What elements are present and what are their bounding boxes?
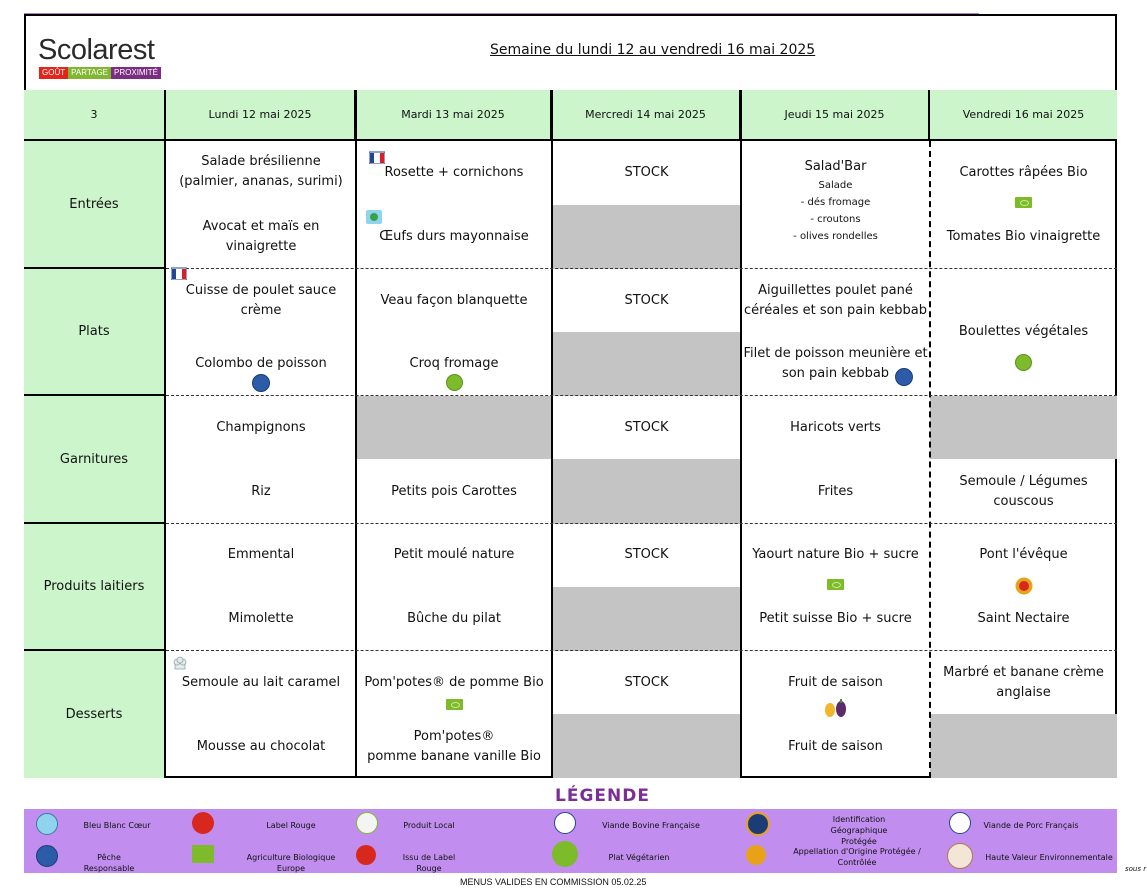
dish-cell (930, 544, 1117, 566)
salad-bar-title: Salad'Bar (804, 159, 867, 174)
dish-cell (356, 672, 552, 694)
empty-grey-cell (552, 459, 741, 524)
dish-cell (741, 544, 930, 566)
stock-cell (552, 162, 741, 184)
dish-cell (356, 544, 552, 566)
aop-icon (1015, 577, 1033, 595)
col-header-jeudi: Jeudi 15 mai 2025 (741, 90, 930, 141)
legend-box (24, 809, 1117, 873)
dish-name: Colombo de poisson (195, 356, 327, 371)
dish-cell (166, 608, 356, 630)
plat-vegetarien-icon (446, 374, 463, 391)
dish-cell (166, 481, 356, 503)
dish-cell (741, 481, 930, 503)
dish-cell (166, 544, 356, 566)
dish-cell (741, 608, 930, 630)
haute-valeur-environnementale-icon (947, 843, 973, 869)
empty-grey-cell (552, 714, 741, 778)
stock-cell (552, 544, 741, 566)
dish-name: Riz (251, 484, 271, 499)
col-header-vendredi: Vendredi 16 mai 2025 (930, 90, 1117, 141)
plat-vegetarien-icon (552, 841, 578, 867)
viande-porc-francais-icon (949, 812, 971, 834)
peche-responsable-icon (895, 368, 913, 386)
legend-label: Label Rouge (266, 821, 316, 830)
col-header-lundi: Lundi 12 mai 2025 (166, 90, 356, 141)
dish-name: Petits pois Carottes (391, 484, 517, 499)
dish-name: Bûche du pilat (407, 611, 501, 626)
legend-label: Viande de Porc Français (983, 821, 1079, 830)
empty-grey-cell (552, 332, 741, 396)
category-entrees: Entrées (24, 141, 166, 269)
salad-bar-item: - olives rondelles (793, 231, 878, 242)
dish-name: anglaise (996, 685, 1051, 700)
row-divider (166, 395, 1117, 396)
dish-name: Petit moulé nature (393, 547, 515, 562)
bleu-blanc-coeur-icon (366, 210, 382, 224)
legend-label: Haute Valeur Environnementale (985, 853, 1113, 862)
legend-label-line: Appellation d'Origine Protégée / (793, 847, 921, 856)
stock-cell (552, 417, 741, 439)
dish-name: Semoule au lait caramel (181, 675, 341, 690)
dish-cell (356, 353, 552, 375)
dish-cell (930, 662, 1117, 704)
logo-tag-partage: PARTAGE (68, 67, 111, 79)
dish-cell (741, 736, 930, 758)
legend-label: Viande Bovine Française (602, 821, 700, 830)
category-garnitures: Garnitures (24, 396, 166, 524)
legend-label: Agriculture Biologique Europe (246, 853, 336, 873)
stock-cell (552, 672, 741, 694)
category-desserts: Desserts (24, 651, 166, 778)
legend-label: Produit Local (403, 821, 455, 830)
scolarest-logo (38, 34, 178, 84)
dish-cell (166, 219, 356, 254)
dish-name: pomme banane vanille Bio (367, 749, 541, 764)
dish-cell (356, 481, 552, 503)
logo-tag-gout: GOÛT (39, 67, 68, 79)
dish-name: Tomates Bio vinaigrette (946, 229, 1101, 244)
dish-name: Veau façon blanquette (380, 293, 528, 308)
dish-cell (356, 226, 552, 248)
dish-cell (356, 162, 552, 184)
empty-grey-cell (552, 587, 741, 651)
page-title: Semaine du lundi 12 au vendredi 16 mai 2025 (490, 42, 816, 58)
stock-label: STOCK (624, 675, 669, 690)
logo-tag-proximite: PROXIMITÉ (111, 67, 161, 79)
legend-label: Bleu Blanc Cœur (83, 821, 151, 830)
dish-cell (166, 417, 356, 439)
dish-name: Pom'potes® de pomme Bio (364, 675, 544, 690)
legend-label: Issu de Label Rouge (402, 853, 456, 873)
dish-cell (166, 353, 356, 375)
dish-name: son pain kebbab (781, 366, 890, 381)
dish-name: Pont l'évêque (979, 547, 1068, 562)
label-icon-cell (166, 374, 356, 392)
dish-name: Œufs durs mayonnaise (379, 229, 529, 244)
dish-cell (930, 474, 1117, 509)
week-number-cell: 3 (24, 90, 166, 141)
salad-bar-item: Salade (818, 180, 853, 191)
dish-name: céréales et son pain kebbab (744, 303, 927, 318)
legend-title: LÉGENDE (555, 786, 650, 806)
dish-name: Marbré et banane crème (943, 665, 1104, 680)
dish-name: Filet de poisson meunière et (743, 346, 928, 361)
salad-bar-item: - croutons (810, 214, 861, 225)
dish-name: Haricots verts (790, 420, 881, 435)
dish-name: Carottes râpées Bio (959, 165, 1088, 180)
plat-vegetarien-icon (1015, 354, 1032, 371)
label-icon-cell (356, 373, 552, 391)
dish-name: Salade brésilienne (201, 154, 321, 169)
salad-bar-item: - dés fromage (800, 197, 871, 208)
dish-cell (930, 608, 1117, 630)
dish-name: Avocat et maïs en vinaigrette (202, 219, 320, 254)
dish-cell (166, 736, 356, 758)
label-icon-cell (930, 353, 1117, 371)
dish-name: Semoule / Légumes couscous (959, 474, 1088, 509)
organic-leaf-icon (446, 699, 463, 710)
igp-icon (746, 812, 770, 836)
stock-label: STOCK (624, 293, 669, 308)
label-icon-cell (930, 193, 1117, 211)
dish-name: Fruit de saison (788, 675, 883, 690)
dish-cell (930, 226, 1117, 248)
viande-bovine-francaise-icon (171, 266, 187, 280)
legend-label-line: Contrôlée (837, 858, 877, 867)
dish-name: Yaourt nature Bio + sucre (752, 547, 919, 562)
row-divider (166, 268, 1117, 269)
agriculture-biologique-icon (192, 845, 214, 863)
dish-cell (166, 150, 356, 194)
fruits-de-saison-icon (822, 698, 850, 718)
label-icon-cell (741, 697, 930, 719)
empty-grey-cell (930, 396, 1117, 459)
row-divider (166, 650, 1117, 651)
empty-grey-cell (356, 396, 552, 459)
dish-name: Champignons (216, 420, 306, 435)
label-icon-cell (741, 575, 930, 593)
legend-label: Plat Végétarien (608, 853, 670, 862)
legend-label-line: Protégée (841, 837, 877, 846)
dish-name: Cuisse de poulet sauce crème (185, 283, 337, 318)
dish-cell (930, 321, 1117, 343)
row-divider (166, 523, 1117, 524)
dish-name: Petit suisse Bio + sucre (759, 611, 912, 626)
stock-label: STOCK (624, 547, 669, 562)
stock-cell (552, 290, 741, 312)
viande-bovine-francaise-icon (554, 812, 576, 834)
col-header-mercredi: Mercredi 14 mai 2025 (552, 90, 741, 141)
bleu-blanc-coeur-icon (36, 813, 58, 835)
organic-leaf-icon (1015, 197, 1032, 208)
legend-label: Pêche Responsable (83, 853, 135, 873)
empty-grey-cell (930, 714, 1117, 778)
logo-word: Scolarest (38, 34, 155, 66)
dish-name: Fruit de saison (788, 739, 883, 754)
stock-label: STOCK (624, 420, 669, 435)
corner-note: sous r (1125, 865, 1147, 873)
dish-cell (166, 672, 356, 694)
label-rouge-icon (192, 812, 214, 834)
dish-cell (356, 608, 552, 630)
dish-name: Aiguillettes poulet pané (758, 283, 913, 298)
organic-leaf-icon (827, 579, 844, 590)
dish-detail: (palmier, ananas, surimi) (179, 174, 343, 189)
empty-grey-cell (552, 205, 741, 269)
dish-name: Croq fromage (409, 356, 499, 371)
dish-name: Pom'potes® (413, 729, 495, 744)
issu-label-rouge-icon (356, 845, 376, 865)
legend-label (804, 814, 914, 847)
col-header-mardi: Mardi 13 mai 2025 (356, 90, 552, 141)
dish-cell (356, 726, 552, 768)
dish-name: Mimolette (228, 611, 294, 626)
dish-name: Emmental (227, 547, 295, 562)
dish-cell (166, 283, 356, 318)
dish-cell (930, 162, 1117, 184)
aop-aoc-icon (746, 845, 766, 865)
dish-name: Frites (817, 484, 854, 499)
label-icon-cell (356, 696, 552, 712)
footer-note: MENUS VALIDES EN COMMISSION 05.02.25 (460, 877, 647, 887)
salad-bar-cell (741, 157, 930, 249)
dish-cell (741, 280, 930, 322)
dish-cell (356, 290, 552, 312)
dish-name: Mousse au chocolat (196, 739, 326, 754)
dish-name: Saint Nectaire (977, 611, 1070, 626)
dish-cell (741, 417, 930, 439)
dish-name: Boulettes végétales (958, 324, 1089, 339)
peche-responsable-icon (36, 845, 58, 867)
stock-label: STOCK (624, 165, 669, 180)
category-plats: Plats (24, 269, 166, 396)
produit-local-icon (356, 812, 378, 834)
dish-name: Rosette + cornichons (384, 165, 524, 180)
chef-hat-icon (172, 656, 188, 670)
category-produits-laitiers: Produits laitiers (24, 524, 166, 651)
legend-label-line: Identification Géographique (830, 815, 888, 835)
peche-responsable-icon (252, 374, 270, 392)
legend-label (792, 846, 922, 868)
dish-cell (741, 672, 930, 694)
logo-tagline (39, 67, 161, 79)
label-icon-cell (930, 576, 1117, 596)
